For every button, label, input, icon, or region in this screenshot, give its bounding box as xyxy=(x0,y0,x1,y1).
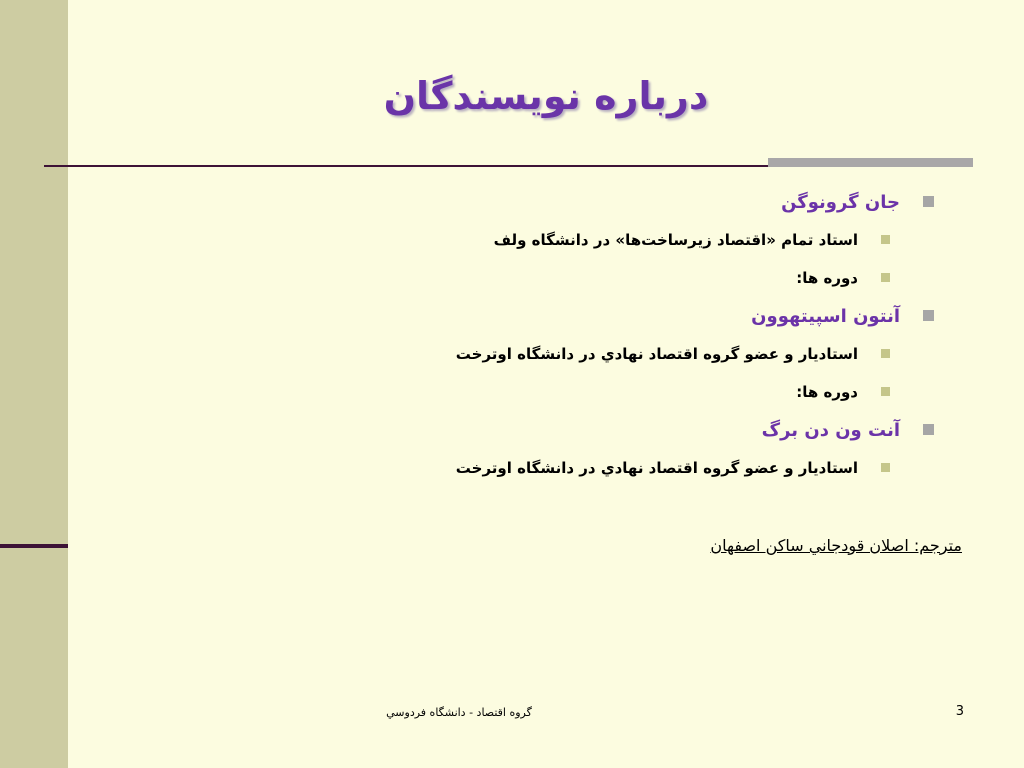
bullet-text: دوره ها: xyxy=(796,269,858,287)
sub-bullet-item xyxy=(120,221,942,259)
bullet-text: جان گرونوگن xyxy=(781,191,900,213)
bullet-text: استادیار و عضو گروه اقتصاد نهادي در دانشگاه اوترخت xyxy=(455,459,858,477)
sub-bullet-item xyxy=(120,259,942,297)
square-bullet-icon xyxy=(881,235,890,244)
sub-bullet-item xyxy=(120,373,942,411)
bullet-item-author-3 xyxy=(120,411,942,449)
footer-text: گروه اقتصاد - دانشگاه فردوسي xyxy=(386,706,532,719)
bullet-item-author-1 xyxy=(120,183,942,221)
square-bullet-icon xyxy=(881,349,890,358)
slide-content xyxy=(120,183,942,487)
bullet-text: آنتون اسپیتهوون xyxy=(751,305,900,327)
left-decorative-band xyxy=(0,0,68,768)
square-bullet-icon xyxy=(881,463,890,472)
square-bullet-icon xyxy=(881,273,890,282)
page-number: 3 xyxy=(955,704,964,719)
bullet-text: دوره ها: xyxy=(796,383,858,401)
bullet-item-author-2 xyxy=(120,297,942,335)
left-band-accent-line xyxy=(0,544,68,548)
bullet-text: آنت ون دن برگ xyxy=(761,419,900,441)
bullet-text: استاد تمام «اقتصاد زیرساخت‌ها» در دانشگاه ولف xyxy=(493,231,858,249)
sub-bullet-item xyxy=(120,335,942,373)
square-bullet-icon xyxy=(923,310,934,321)
translator-credit: مترجم: اصلان قودجاني ساكن اصفهان xyxy=(710,536,962,555)
bullet-text: استادیار و عضو گروه اقتصاد نهادي در دانشگاه اوترخت xyxy=(455,345,858,363)
slide-title: درباره نویسندگان xyxy=(383,74,709,118)
square-bullet-icon xyxy=(923,196,934,207)
square-bullet-icon xyxy=(923,424,934,435)
title-divider-gray-block xyxy=(768,158,973,167)
sub-bullet-item xyxy=(120,449,942,487)
square-bullet-icon xyxy=(881,387,890,396)
